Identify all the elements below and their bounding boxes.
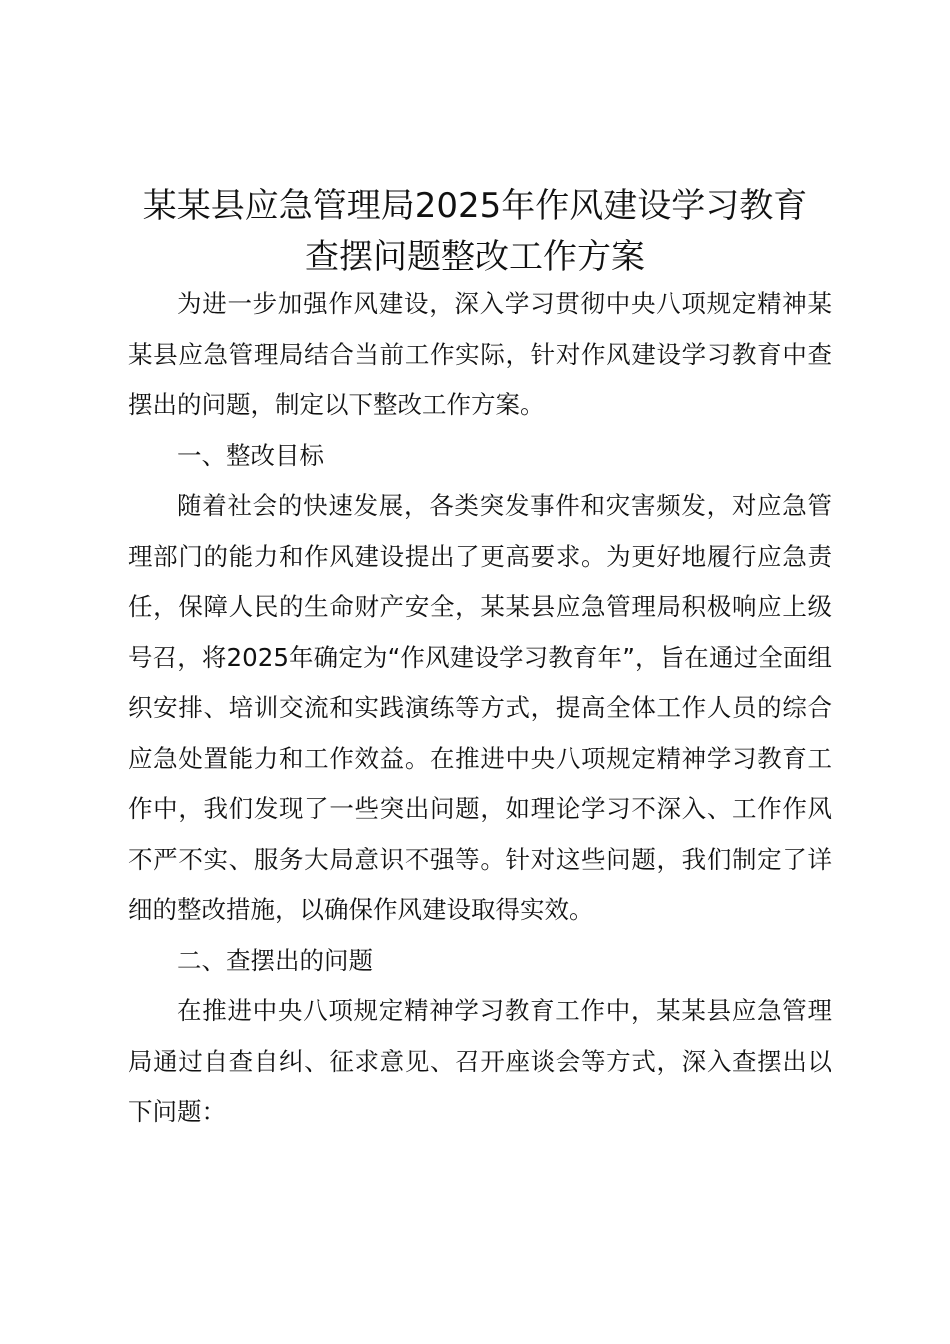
document-title-line-1: 某某县应急管理局2025年作风建设学习教育	[142, 186, 808, 226]
section-heading-problems: 二、查摆出的问题	[177, 945, 373, 975]
goals-paragraph: 随着社会的快速发展，各类突发事件和灾害频发，对应急管理部门的能力和作风建设提出了更高要求。为更好地履行应急责任，保障人民的生命财产安全，某某县应急管理局积极响应上级号召，将2025年确定为“作风建设学习教育年”，旨在通过全面组织安排、培训交流和实践演练等方式，提高全体工作人员的综合应急处置能力和工作效益。在推进中央八项规定精神学习教育工作中，我们发现了一些突出问题，如理论学习不深入、工作作风不严不实、服务大局意识不强等。针对这些问题，我们制定了详细的整改措施，以确保作风建设取得实效。	[128, 491, 832, 924]
document-title-line-2: 查摆问题整改工作方案	[305, 237, 645, 277]
section-heading-goals: 一、整改目标	[177, 440, 324, 470]
document-body	[128, 279, 832, 1138]
intro-paragraph: 为进一步加强作风建设，深入学习贯彻中央八项规定精神某某县应急管理局结合当前工作实际，针对作风建设学习教育中查摆出的问题，制定以下整改工作方案。	[128, 289, 832, 419]
problems-paragraph: 在推进中央八项规定精神学习教育工作中，某某县应急管理局通过自查自纠、征求意见、召开座谈会等方式，深入查摆出以下问题：	[128, 996, 832, 1126]
